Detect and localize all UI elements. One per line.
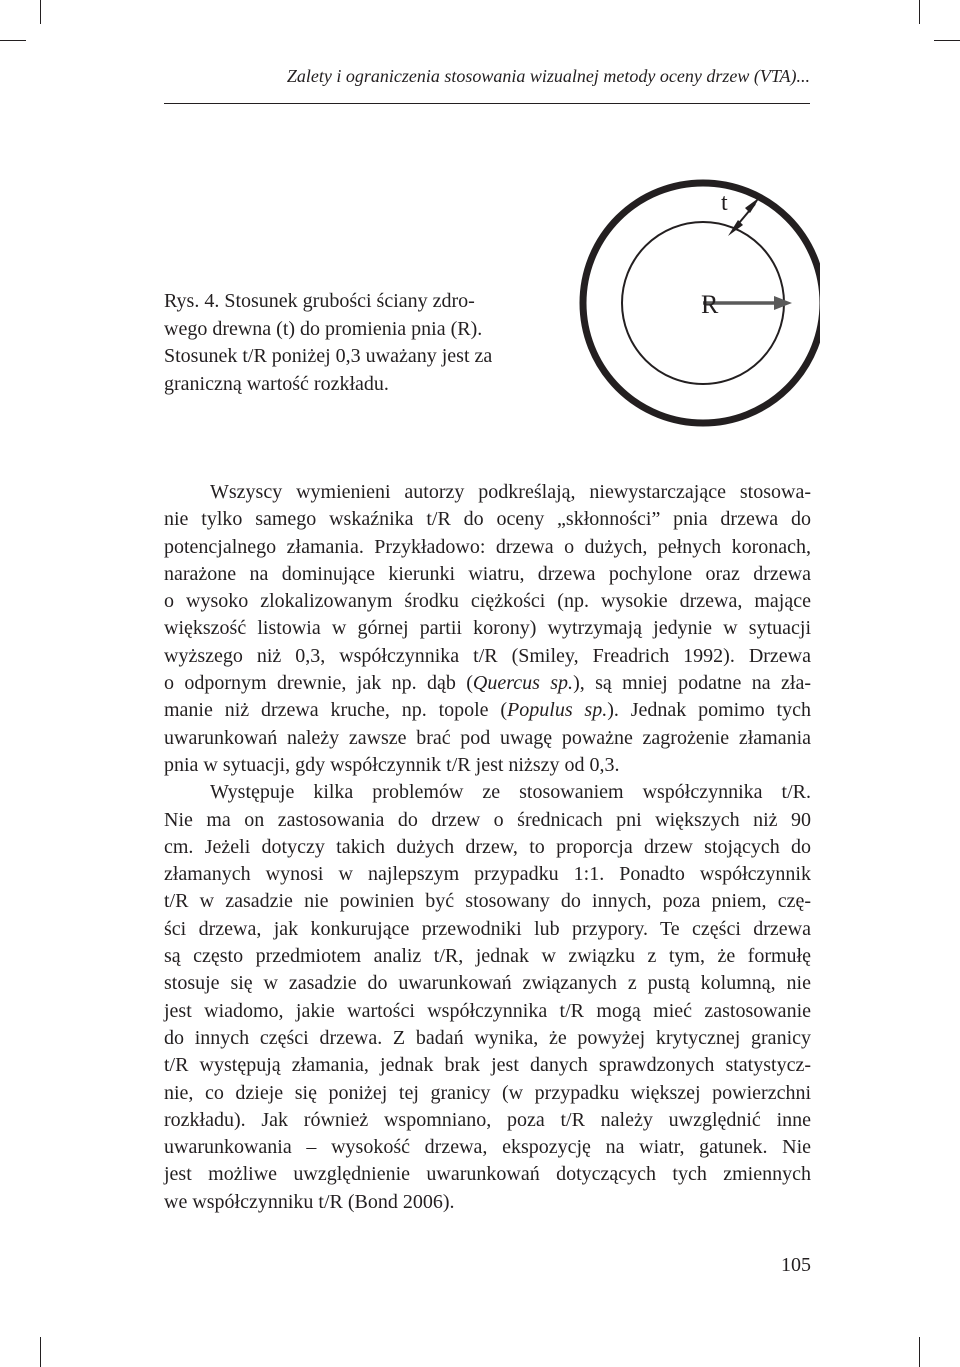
text-line: do innych części drzewa. Z badań wynika, że powyżej krytycznej granicy xyxy=(164,1026,811,1049)
text-line: większość listowia w górnej partii korony) wytrzymają jedynie w sytuacji xyxy=(164,617,811,640)
text-line: nie, co dzieje się poniżej tej granicy (w przypadku większej powierzchni xyxy=(164,1081,811,1104)
text-line: Występuje kilka problemów ze stosowaniem współczynnika t/R. xyxy=(210,781,811,804)
crop-mark-top-left-h xyxy=(0,40,26,41)
crop-mark-bottom-left xyxy=(40,1337,41,1367)
text-line xyxy=(164,697,811,724)
text-line: cm. Jeżeli dotyczy takich dużych drzew, to proporcja drzew stojących do xyxy=(164,835,811,858)
body-text xyxy=(164,479,811,1216)
label-t: t xyxy=(721,190,728,216)
latin-species-name: Populus sp. xyxy=(507,699,608,722)
text-line: rozkładu). Jak również wspomniano, poza t/R należy uwzględnić inne xyxy=(164,1108,811,1131)
text-line: pnia w sytuacji, gdy współczynnik t/R jest niższy od 0,3. xyxy=(164,753,620,776)
text-run: ). Jednak pomimo tych xyxy=(607,699,811,722)
figure-caption xyxy=(164,288,544,398)
running-header: Zalety i ograniczenia stosowania wizualnej metody oceny drzew (VTA)... xyxy=(286,66,810,86)
page-number: 105 xyxy=(781,1254,811,1276)
text-line: jest możliwe uwzględnienie uwarunkowań dotyczących tych zmiennych xyxy=(164,1163,811,1186)
text-line: uwarunkowania – wysokość drzewa, ekspozycję na wiatr, gatunek. Nie xyxy=(164,1136,811,1159)
text-line: t/R występują złamania, jednak brak jest danych sprawdzonych statystycz- xyxy=(164,1054,811,1077)
text-line: są często przedmiotem analiz t/R, jednak w związku z tym, że formułę xyxy=(164,945,811,968)
latin-species-name: Quercus sp. xyxy=(472,672,574,695)
crop-mark-top-right xyxy=(919,0,920,24)
label-R: R xyxy=(701,290,719,319)
text-line: we współczynniku t/R (Bond 2006). xyxy=(164,1190,455,1213)
header-rule xyxy=(164,103,810,104)
paragraph-2 xyxy=(164,779,811,1216)
text-line: stosuje się w zasadzie do uwarunkowań związanych z pustą kolumną, nie xyxy=(164,972,811,995)
text-line xyxy=(164,670,811,697)
text-line: t/R w zasadzie nie powinien być stosowany do innych, poza pniem, czę- xyxy=(164,890,811,913)
text-line: złamanych wynosi w najlepszym przypadku 1:1. Ponadto współczynnik xyxy=(164,863,811,886)
text-line: jest wiadomo, jakie wartości współczynnika t/R mogą mieć zastosowanie xyxy=(164,999,811,1022)
text-line: nie tylko samego wskaźnika t/R do oceny „skłonności” pnia drzewa do xyxy=(164,508,811,531)
text-line: uwarunkowań należy zawsze brać pod uwagę poważne zagrożenie złamania xyxy=(164,726,811,749)
text-run: ), są mniej podatne na zła- xyxy=(573,672,811,695)
text-line: ści drzewa, jak konkurujące przewodniki lub przypory. Te części drzewa xyxy=(164,917,811,940)
text-run: o odpornym drewnie, jak np. dąb ( xyxy=(164,672,473,695)
text-run: manie niż drzewa kruche, np. topole ( xyxy=(164,699,508,722)
caption-line: graniczną wartość rozkładu. xyxy=(164,372,389,395)
text-line: Wszyscy wymienieni autorzy podkreślają, niewystarczające stosowa- xyxy=(210,481,811,503)
caption-line: Rys. 4. Stosunek grubości ściany zdro- xyxy=(164,290,475,312)
caption-line: wego drewna (t) do promienia pnia (R). xyxy=(164,317,483,340)
crop-mark-top-left xyxy=(40,0,41,24)
thickness-arrowhead-outer xyxy=(745,197,760,213)
text-line: Nie ma on zastosowania do drzew o średnicach pni większych niż 90 xyxy=(164,808,811,831)
crop-mark-bottom-right xyxy=(919,1337,920,1367)
text-line: potencjalnego złamania. Przykładowo: drzewa o dużych, pełnych koronach, xyxy=(164,535,811,558)
text-line: o wysoko zlokalizowanym środku ciężkości (np. wysokie drzewa, mające xyxy=(164,590,811,613)
paragraph-1 xyxy=(164,479,811,779)
text-line: wyższego niż 0,3, współczynnika t/R (Smiley, Freadrich 1992). Drzewa xyxy=(164,644,811,667)
crop-mark-top-right-h xyxy=(934,40,960,41)
caption-line: Stosunek t/R poniżej 0,3 uważany jest za xyxy=(164,345,493,367)
tree-trunk-diagram xyxy=(560,160,820,430)
text-line: narażone na dominujące kierunki wiatru, drzewa pochylone oraz drzewa xyxy=(164,562,811,585)
